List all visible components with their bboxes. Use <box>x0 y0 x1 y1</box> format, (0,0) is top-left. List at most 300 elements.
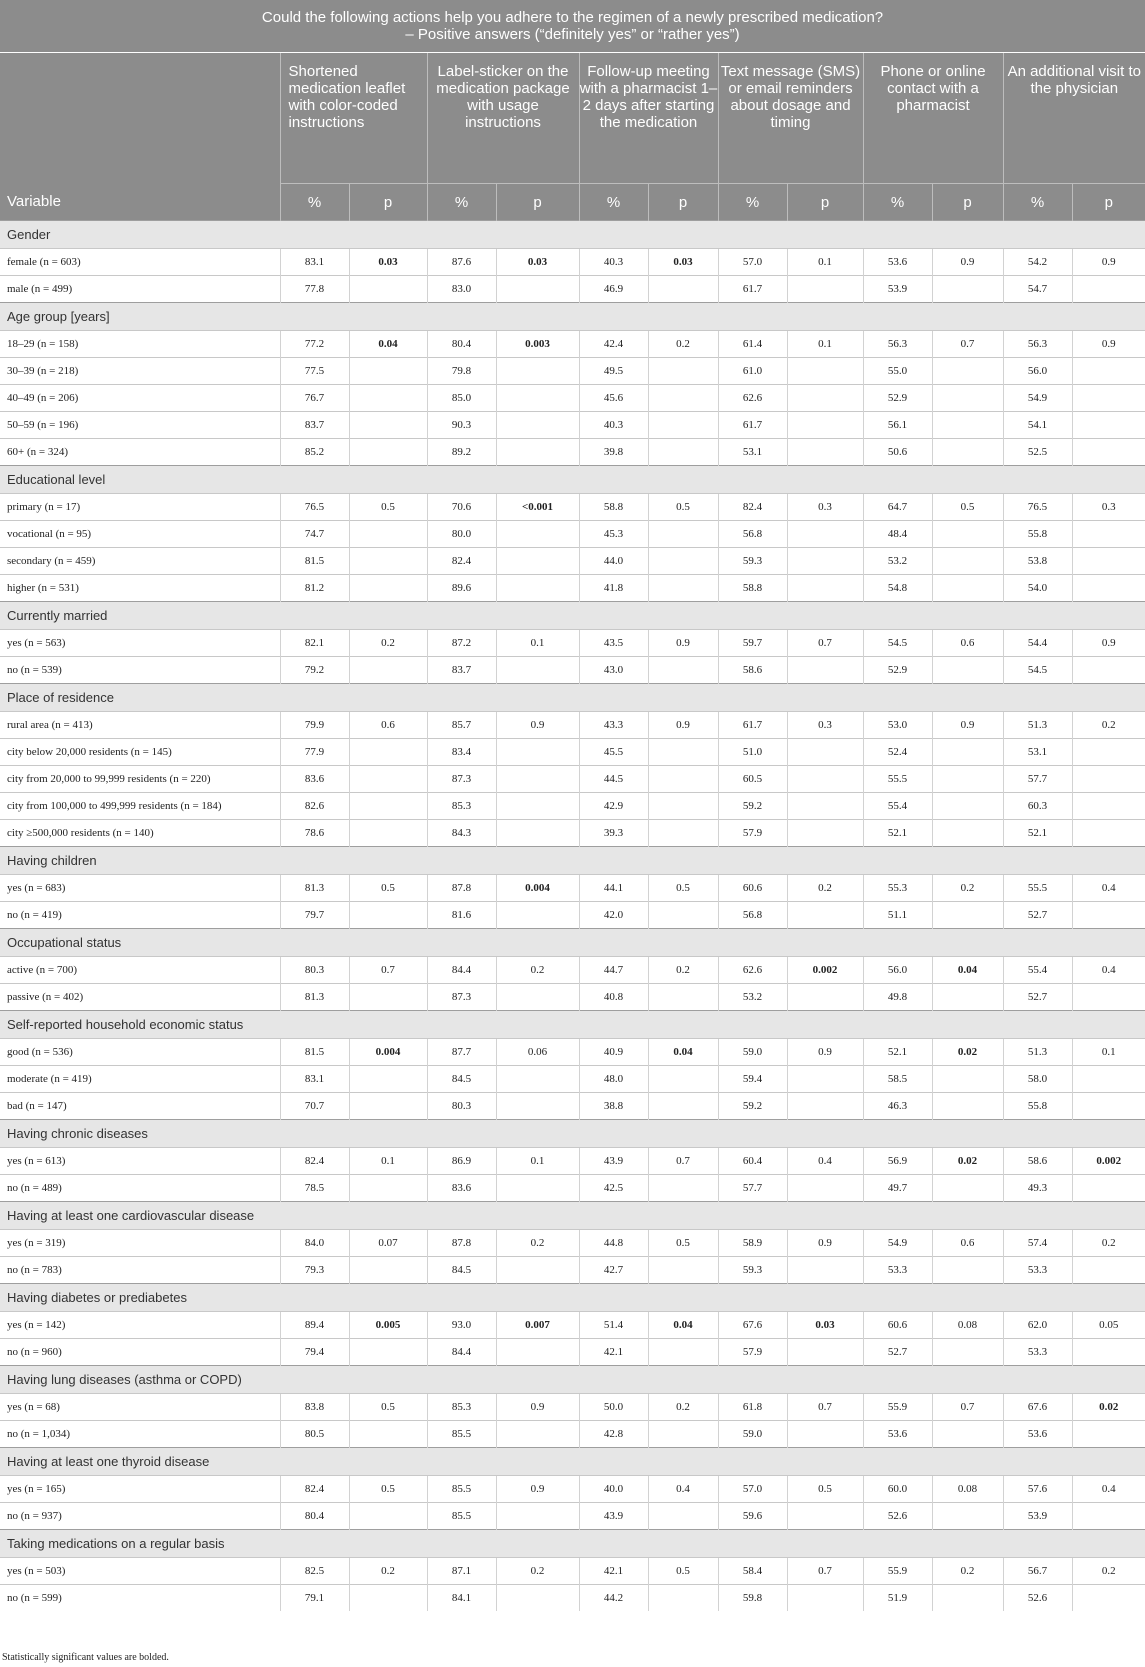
p-value-cell: 0.002 <box>1072 1148 1145 1175</box>
p-value-cell <box>648 1093 718 1120</box>
p-value-cell <box>648 793 718 820</box>
group-row <box>0 1366 1145 1394</box>
table-title-line2: – Positive answers (“definitely yes” or “rather yes”) <box>405 26 740 43</box>
p-value-cell: 0.08 <box>932 1312 1003 1339</box>
percent-cell: 78.6 <box>280 820 349 847</box>
group-row <box>0 1448 1145 1476</box>
row-label: 40–49 (n = 206) <box>0 385 280 412</box>
row-label: yes (n = 613) <box>0 1148 280 1175</box>
p-value-cell: 0.1 <box>496 630 579 657</box>
p-value-cell: 0.03 <box>787 1312 863 1339</box>
p-value-cell: 0.1 <box>496 1148 579 1175</box>
p-value-cell: 0.02 <box>932 1148 1003 1175</box>
row-label: primary (n = 17) <box>0 494 280 521</box>
p-value-cell <box>648 521 718 548</box>
p-value-cell <box>349 1339 427 1366</box>
p-value-cell: 0.4 <box>787 1148 863 1175</box>
percent-cell: 55.9 <box>863 1558 932 1585</box>
percent-cell: 84.0 <box>280 1230 349 1257</box>
percent-cell: 58.6 <box>1003 1148 1072 1175</box>
p-value-cell: 0.03 <box>496 249 579 276</box>
percent-cell: 78.5 <box>280 1175 349 1202</box>
group-label: Age group [years] <box>0 303 1145 331</box>
p-value-cell <box>349 1257 427 1284</box>
table-row <box>0 276 1145 303</box>
percent-cell: 85.3 <box>427 1394 496 1421</box>
table-row <box>0 793 1145 820</box>
percent-cell: 85.0 <box>427 385 496 412</box>
p-value-cell <box>1072 984 1145 1011</box>
p-value-cell <box>787 984 863 1011</box>
table-row <box>0 494 1145 521</box>
percent-cell: 86.9 <box>427 1148 496 1175</box>
p-value-cell: <0.001 <box>496 494 579 521</box>
percent-cell: 51.0 <box>718 739 787 766</box>
p-value-cell <box>496 793 579 820</box>
p-value-cell <box>1072 439 1145 466</box>
percent-cell: 80.3 <box>427 1093 496 1120</box>
p-value-cell: 0.05 <box>1072 1312 1145 1339</box>
p-value-cell <box>1072 766 1145 793</box>
p-value-cell: 0.7 <box>787 630 863 657</box>
table-row <box>0 712 1145 739</box>
percent-cell: 62.0 <box>1003 1312 1072 1339</box>
percent-cell: 51.3 <box>1003 1039 1072 1066</box>
percent-cell: 61.7 <box>718 712 787 739</box>
p-value-cell <box>932 820 1003 847</box>
percent-cell: 53.9 <box>1003 1503 1072 1530</box>
percent-cell: 42.1 <box>579 1339 648 1366</box>
percent-cell: 84.4 <box>427 957 496 984</box>
p-value-cell <box>787 439 863 466</box>
variable-header: Variable <box>0 184 280 221</box>
percent-cell: 58.6 <box>718 657 787 684</box>
row-label: yes (n = 142) <box>0 1312 280 1339</box>
percent-cell: 57.0 <box>718 1476 787 1503</box>
p-value-cell: 0.04 <box>349 331 427 358</box>
group-row <box>0 929 1145 957</box>
table-row <box>0 766 1145 793</box>
percent-cell: 52.9 <box>863 657 932 684</box>
percent-cell: 53.3 <box>863 1257 932 1284</box>
p-value-cell <box>932 739 1003 766</box>
percent-cell: 79.3 <box>280 1257 349 1284</box>
p-value-cell <box>1072 1421 1145 1448</box>
p-value-cell: 0.005 <box>349 1312 427 1339</box>
percent-cell: 83.7 <box>280 412 349 439</box>
percent-cell: 81.3 <box>280 984 349 1011</box>
percent-cell: 80.4 <box>427 331 496 358</box>
percent-cell: 76.7 <box>280 385 349 412</box>
percent-cell: 85.7 <box>427 712 496 739</box>
table-row <box>0 657 1145 684</box>
percent-cell: 53.6 <box>863 249 932 276</box>
table-row <box>0 1093 1145 1120</box>
row-label: bad (n = 147) <box>0 1093 280 1120</box>
percent-cell: 89.2 <box>427 439 496 466</box>
p-value-cell <box>496 548 579 575</box>
group-row <box>0 847 1145 875</box>
p-value-cell <box>496 358 579 385</box>
p-value-cell <box>932 548 1003 575</box>
percent-cell: 43.3 <box>579 712 648 739</box>
p-value-cell <box>349 1503 427 1530</box>
percent-cell: 87.6 <box>427 249 496 276</box>
p-value-cell <box>349 358 427 385</box>
p-value-cell: 0.5 <box>648 875 718 902</box>
percent-cell: 60.5 <box>718 766 787 793</box>
percent-cell: 83.1 <box>280 1066 349 1093</box>
percent-cell: 58.8 <box>579 494 648 521</box>
p-value-cell <box>648 1503 718 1530</box>
percent-cell: 52.9 <box>863 385 932 412</box>
percent-cell: 52.7 <box>1003 984 1072 1011</box>
table-row <box>0 875 1145 902</box>
group-label: Educational level <box>0 466 1145 494</box>
table-row <box>0 1558 1145 1585</box>
percent-cell: 77.5 <box>280 358 349 385</box>
percent-cell: 56.9 <box>863 1148 932 1175</box>
p-value-cell <box>349 739 427 766</box>
p-value-cell <box>496 439 579 466</box>
percent-cell: 54.5 <box>863 630 932 657</box>
p-value-cell: 0.5 <box>349 1476 427 1503</box>
row-label: no (n = 1,034) <box>0 1421 280 1448</box>
p-value-cell: 0.7 <box>787 1558 863 1585</box>
p-value-cell: 0.7 <box>349 957 427 984</box>
p-value-cell <box>648 657 718 684</box>
percent-subheader: % <box>579 184 648 221</box>
percent-cell: 80.3 <box>280 957 349 984</box>
percent-cell: 53.2 <box>718 984 787 1011</box>
group-row <box>0 1284 1145 1312</box>
p-value-cell: 0.9 <box>648 630 718 657</box>
group-label: Taking medications on a regular basis <box>0 1530 1145 1558</box>
percent-cell: 45.3 <box>579 521 648 548</box>
percent-cell: 39.3 <box>579 820 648 847</box>
percent-cell: 77.9 <box>280 739 349 766</box>
p-value-cell: 0.002 <box>787 957 863 984</box>
table-row <box>0 385 1145 412</box>
p-value-cell: 0.6 <box>349 712 427 739</box>
percent-cell: 55.3 <box>863 875 932 902</box>
p-value-cell: 0.007 <box>496 1312 579 1339</box>
percent-cell: 55.5 <box>1003 875 1072 902</box>
p-value-cell <box>1072 575 1145 602</box>
p-value-cell <box>496 984 579 1011</box>
percent-cell: 46.3 <box>863 1093 932 1120</box>
column-header: Follow-up meeting with a pharmacist 1–2 days after starting the medication <box>579 53 718 184</box>
table-row <box>0 984 1145 1011</box>
table-row <box>0 1148 1145 1175</box>
p-value-cell: 0.7 <box>648 1148 718 1175</box>
table-row <box>0 902 1145 929</box>
percent-cell: 54.9 <box>863 1230 932 1257</box>
percent-cell: 44.2 <box>579 1585 648 1612</box>
percent-cell: 67.6 <box>718 1312 787 1339</box>
p-value-cell: 0.9 <box>496 712 579 739</box>
p-value-cell <box>932 657 1003 684</box>
p-value-cell <box>1072 1257 1145 1284</box>
p-value-cell <box>932 1093 1003 1120</box>
p-value-cell: 0.2 <box>1072 712 1145 739</box>
p-value-cell: 0.9 <box>1072 630 1145 657</box>
percent-cell: 93.0 <box>427 1312 496 1339</box>
percent-cell: 83.1 <box>280 249 349 276</box>
percent-cell: 87.8 <box>427 1230 496 1257</box>
percent-cell: 48.4 <box>863 521 932 548</box>
p-value-cell <box>787 739 863 766</box>
row-label: yes (n = 319) <box>0 1230 280 1257</box>
table-row <box>0 1312 1145 1339</box>
p-value-cell: 0.2 <box>496 1558 579 1585</box>
group-row <box>0 1120 1145 1148</box>
p-value-cell: 0.004 <box>496 875 579 902</box>
percent-cell: 61.4 <box>718 331 787 358</box>
percent-cell: 53.1 <box>718 439 787 466</box>
p-value-cell <box>1072 1585 1145 1612</box>
percent-cell: 54.1 <box>1003 412 1072 439</box>
p-value-cell <box>496 739 579 766</box>
percent-subheader: % <box>718 184 787 221</box>
percent-cell: 70.6 <box>427 494 496 521</box>
p-value-subheader: p <box>932 184 1003 221</box>
percent-cell: 56.0 <box>1003 358 1072 385</box>
p-value-cell <box>648 766 718 793</box>
p-value-cell <box>648 412 718 439</box>
percent-cell: 59.7 <box>718 630 787 657</box>
table-row <box>0 1503 1145 1530</box>
percent-cell: 82.4 <box>280 1148 349 1175</box>
percent-cell: 46.9 <box>579 276 648 303</box>
percent-cell: 60.6 <box>863 1312 932 1339</box>
p-value-cell <box>932 521 1003 548</box>
percent-cell: 51.3 <box>1003 712 1072 739</box>
percent-cell: 79.1 <box>280 1585 349 1612</box>
percent-cell: 42.7 <box>579 1257 648 1284</box>
p-value-cell: 0.5 <box>349 875 427 902</box>
table-row <box>0 331 1145 358</box>
p-value-cell: 0.4 <box>1072 875 1145 902</box>
percent-cell: 50.0 <box>579 1394 648 1421</box>
p-value-cell: 0.6 <box>932 630 1003 657</box>
p-value-cell <box>1072 1503 1145 1530</box>
row-label: passive (n = 402) <box>0 984 280 1011</box>
percent-cell: 77.2 <box>280 331 349 358</box>
percent-cell: 54.2 <box>1003 249 1072 276</box>
percent-cell: 83.8 <box>280 1394 349 1421</box>
percent-cell: 40.8 <box>579 984 648 1011</box>
p-value-cell: 0.9 <box>787 1230 863 1257</box>
percent-cell: 81.6 <box>427 902 496 929</box>
p-value-cell <box>787 902 863 929</box>
p-value-cell: 0.4 <box>1072 1476 1145 1503</box>
p-value-cell: 0.4 <box>1072 957 1145 984</box>
p-value-cell <box>787 358 863 385</box>
p-value-cell <box>787 657 863 684</box>
group-label: Place of residence <box>0 684 1145 712</box>
p-value-cell <box>349 412 427 439</box>
percent-cell: 82.1 <box>280 630 349 657</box>
p-value-cell: 0.9 <box>1072 331 1145 358</box>
p-value-cell <box>932 276 1003 303</box>
percent-cell: 38.8 <box>579 1093 648 1120</box>
percent-cell: 58.9 <box>718 1230 787 1257</box>
group-label: Gender <box>0 221 1145 249</box>
percent-cell: 55.8 <box>1003 1093 1072 1120</box>
p-value-cell: 0.5 <box>932 494 1003 521</box>
row-label: yes (n = 68) <box>0 1394 280 1421</box>
p-value-cell: 0.004 <box>349 1039 427 1066</box>
percent-cell: 54.9 <box>1003 385 1072 412</box>
percent-cell: 55.9 <box>863 1394 932 1421</box>
percent-cell: 60.6 <box>718 875 787 902</box>
p-value-cell: 0.5 <box>787 1476 863 1503</box>
percent-cell: 58.8 <box>718 575 787 602</box>
percent-cell: 51.4 <box>579 1312 648 1339</box>
p-value-cell: 0.2 <box>787 875 863 902</box>
p-value-cell <box>787 1503 863 1530</box>
p-value-cell <box>932 1421 1003 1448</box>
percent-cell: 85.5 <box>427 1476 496 1503</box>
percent-cell: 53.3 <box>1003 1257 1072 1284</box>
p-value-cell <box>496 575 579 602</box>
p-value-cell <box>1072 657 1145 684</box>
table-row <box>0 820 1145 847</box>
percent-cell: 53.1 <box>1003 739 1072 766</box>
p-value-cell: 0.02 <box>1072 1394 1145 1421</box>
percent-cell: 52.4 <box>863 739 932 766</box>
percent-cell: 56.1 <box>863 412 932 439</box>
percent-cell: 62.6 <box>718 957 787 984</box>
column-header: Label-sticker on the medication package with usage instructions <box>427 53 579 184</box>
percent-cell: 87.1 <box>427 1558 496 1585</box>
percent-cell: 59.4 <box>718 1066 787 1093</box>
percent-cell: 55.4 <box>1003 957 1072 984</box>
column-header: Shortened medication leaflet with color-coded instructions <box>280 53 427 184</box>
p-value-cell: 0.003 <box>496 331 579 358</box>
row-label: no (n = 539) <box>0 657 280 684</box>
table-row <box>0 1339 1145 1366</box>
percent-cell: 54.8 <box>863 575 932 602</box>
p-value-cell <box>1072 358 1145 385</box>
row-label: 50–59 (n = 196) <box>0 412 280 439</box>
group-label: Currently married <box>0 602 1145 630</box>
percent-cell: 64.7 <box>863 494 932 521</box>
p-value-cell <box>787 1175 863 1202</box>
group-label: Having diabetes or prediabetes <box>0 1284 1145 1312</box>
percent-cell: 40.3 <box>579 249 648 276</box>
p-value-cell: 0.9 <box>1072 249 1145 276</box>
percent-cell: 61.7 <box>718 412 787 439</box>
row-label: rural area (n = 413) <box>0 712 280 739</box>
row-label: moderate (n = 419) <box>0 1066 280 1093</box>
row-label: no (n = 960) <box>0 1339 280 1366</box>
percent-cell: 83.7 <box>427 657 496 684</box>
percent-cell: 57.7 <box>718 1175 787 1202</box>
p-value-cell <box>787 575 863 602</box>
table-row <box>0 521 1145 548</box>
p-value-cell <box>648 575 718 602</box>
percent-cell: 43.9 <box>579 1148 648 1175</box>
row-label: female (n = 603) <box>0 249 280 276</box>
percent-cell: 67.6 <box>1003 1394 1072 1421</box>
percent-cell: 87.7 <box>427 1039 496 1066</box>
percent-cell: 43.0 <box>579 657 648 684</box>
percent-cell: 76.5 <box>280 494 349 521</box>
percent-cell: 51.1 <box>863 902 932 929</box>
p-value-cell <box>349 1093 427 1120</box>
p-value-cell <box>349 793 427 820</box>
p-value-cell <box>1072 793 1145 820</box>
group-label: Having lung diseases (asthma or COPD) <box>0 1366 1145 1394</box>
p-value-cell <box>648 548 718 575</box>
percent-cell: 57.9 <box>718 820 787 847</box>
percent-cell: 55.0 <box>863 358 932 385</box>
table-row <box>0 1421 1145 1448</box>
percent-cell: 49.5 <box>579 358 648 385</box>
table-row <box>0 548 1145 575</box>
row-label: city ≥500,000 residents (n = 140) <box>0 820 280 847</box>
percent-cell: 84.1 <box>427 1585 496 1612</box>
row-label: active (n = 700) <box>0 957 280 984</box>
percent-cell: 85.2 <box>280 439 349 466</box>
percent-cell: 56.7 <box>1003 1558 1072 1585</box>
p-value-cell <box>496 902 579 929</box>
table-row <box>0 1230 1145 1257</box>
percent-cell: 89.6 <box>427 575 496 602</box>
p-value-cell <box>787 820 863 847</box>
p-value-cell <box>932 766 1003 793</box>
percent-cell: 84.4 <box>427 1339 496 1366</box>
p-value-cell: 0.04 <box>648 1039 718 1066</box>
p-value-cell: 0.2 <box>648 957 718 984</box>
percent-cell: 82.6 <box>280 793 349 820</box>
percent-cell: 52.1 <box>1003 820 1072 847</box>
table-row <box>0 1257 1145 1284</box>
percent-cell: 53.3 <box>1003 1339 1072 1366</box>
percent-cell: 60.4 <box>718 1148 787 1175</box>
p-value-cell <box>349 820 427 847</box>
percent-cell: 81.5 <box>280 548 349 575</box>
p-value-cell: 0.2 <box>648 331 718 358</box>
row-label: secondary (n = 459) <box>0 548 280 575</box>
percent-cell: 59.6 <box>718 1503 787 1530</box>
percent-cell: 59.2 <box>718 793 787 820</box>
p-value-cell: 0.6 <box>932 1230 1003 1257</box>
table-row <box>0 439 1145 466</box>
percent-cell: 85.5 <box>427 1503 496 1530</box>
p-value-cell <box>787 1093 863 1120</box>
p-value-cell: 0.2 <box>648 1394 718 1421</box>
p-value-cell <box>496 820 579 847</box>
group-row <box>0 1011 1145 1039</box>
percent-cell: 60.0 <box>863 1476 932 1503</box>
column-header: Phone or online contact with a pharmacist <box>863 53 1003 184</box>
column-header: Text message (SMS) or email reminders about dosage and timing <box>718 53 863 184</box>
p-value-subheader: p <box>496 184 579 221</box>
percent-cell: 40.3 <box>579 412 648 439</box>
p-value-cell <box>496 521 579 548</box>
p-value-cell <box>787 412 863 439</box>
percent-cell: 77.8 <box>280 276 349 303</box>
row-label: no (n = 489) <box>0 1175 280 1202</box>
percent-cell: 42.1 <box>579 1558 648 1585</box>
percent-cell: 53.8 <box>1003 548 1072 575</box>
p-value-cell <box>1072 1093 1145 1120</box>
p-value-cell: 0.04 <box>932 957 1003 984</box>
p-value-cell: 0.9 <box>496 1394 579 1421</box>
